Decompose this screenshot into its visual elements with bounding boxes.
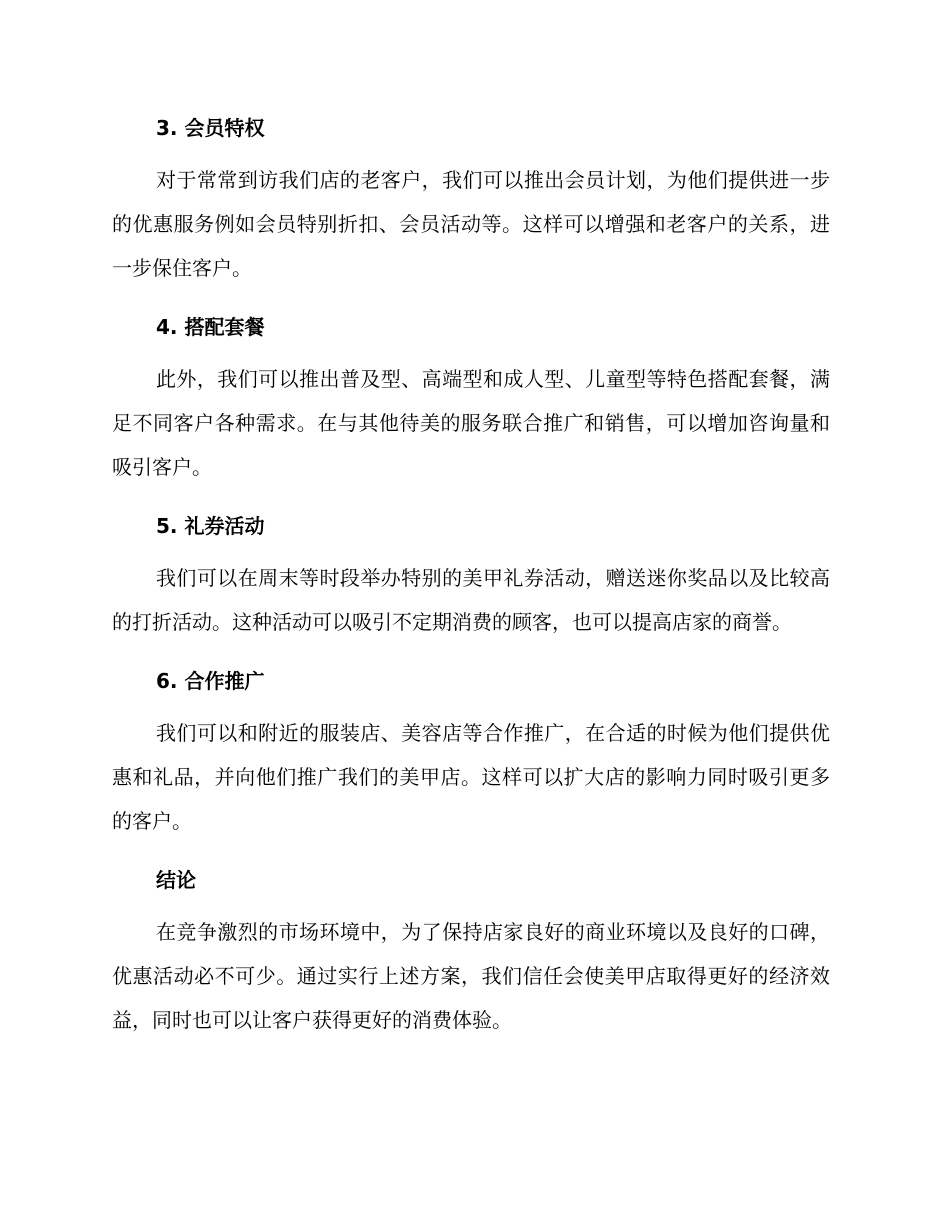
section-paragraph-membership: 对于常常到访我们店的老客户，我们可以推出会员计划，为他们提供进一步的优惠服务例如会员特别折扣、会员活动等。这样可以增强和老客户的关系，进一步保住客户。 <box>112 168 830 280</box>
section-paragraph-partnership: 我们可以和附近的服装店、美容店等合作推广，在合适的时候为他们提供优惠和礼品，并向他们推广我们的美甲店。这样可以扩大店的影响力同时吸引更多的客户。 <box>112 721 830 833</box>
section-heading-conclusion: 结论 <box>156 868 196 892</box>
section-paragraph-bundle: 此外，我们可以推出普及型、高端型和成人型、儿童型等特色搭配套餐，满足不同客户各种需求。在与其他待美的服务联合推广和销售，可以增加咨询量和吸引客户。 <box>112 367 830 479</box>
section-paragraph-conclusion: 在竞争激烈的市场环境中，为了保持店家良好的商业环境以及良好的口碑，优惠活动必不可少。通过实行上述方案，我们信任会使美甲店取得更好的经济效益，同时也可以让客户获得更好的消费体验。 <box>112 920 830 1032</box>
section-heading-bundle: 4. 搭配套餐 <box>156 315 265 339</box>
section-heading-membership: 3. 会员特权 <box>156 116 265 140</box>
section-paragraph-gift-voucher: 我们可以在周末等时段举办特别的美甲礼券活动，赠送迷你奖品以及比较高的打折活动。这种活动可以吸引不定期消费的顾客，也可以提高店家的商誉。 <box>112 566 830 634</box>
section-heading-partnership: 6. 合作推广 <box>156 669 265 693</box>
section-heading-gift-voucher: 5. 礼券活动 <box>156 514 265 538</box>
document-page <box>112 113 830 1042</box>
